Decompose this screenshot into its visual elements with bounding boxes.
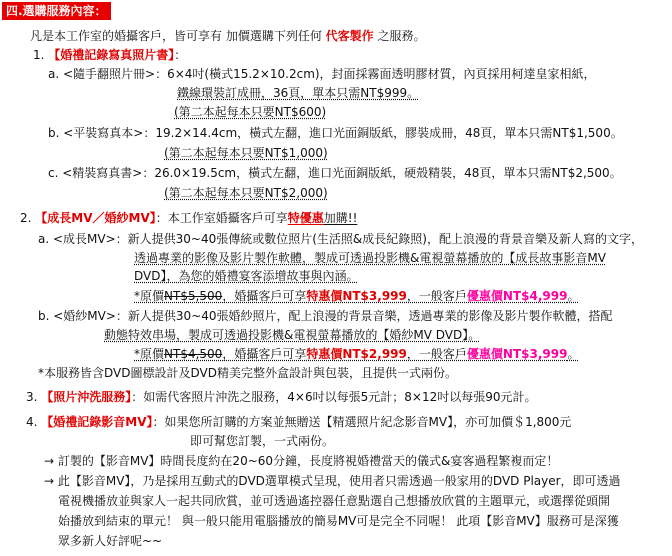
section-4-number: 4.	[26, 415, 38, 429]
s2-a-price	[134, 288, 579, 304]
section-1-title: 【婚禮記錄寫真照片書】	[48, 48, 175, 62]
section-3-title: 【照片沖洗服務】	[41, 390, 132, 404]
section-header: 四.選購服務內容：	[2, 2, 111, 20]
s2-a-price-mid: ，婚攝客戶可享	[222, 289, 307, 303]
s2-a-price-preferred: 優惠價NT$4,999	[466, 289, 568, 303]
s2-b-price-special: 特惠價NT$2,999	[306, 347, 407, 361]
s2-b-price-old: NT$4,500	[164, 347, 223, 361]
section-1-heading	[33, 47, 186, 63]
section-2-end: 加購!!	[323, 211, 358, 225]
s2-b-price-preferred: 優惠價NT$3,999	[466, 347, 568, 361]
s2-b-price-general: ，一般客戶	[406, 347, 467, 361]
s1-a-line1: a. <隨手翻照片冊>：6×4吋(橫式15.2×10.2cm)，封面採霧面透明膠材質，內頁採用柯達皇家相紙，	[48, 67, 596, 81]
section-4-arrow2-line4: 眾多新人好評呢~~	[58, 534, 163, 548]
s1-b-line2: (第二本起每本只要NT$1,000)	[164, 146, 328, 160]
intro-line	[30, 28, 425, 44]
s2-a-line1: a. <成長MV>：新人提供30~40張傳統或數位照片(生活照&成長紀錄照)，配上浪漫的背景音樂及新人寫的文字，	[38, 232, 643, 246]
s2-b-price	[134, 346, 579, 362]
s2-b-price-mid: ，婚攝客戶可享	[222, 347, 307, 361]
section-4-arrow1: → 訂製的【影音MV】時間長度約在20~60分鐘，長度將視婚禮當天的儀式&宴客過程繁複而定！	[44, 454, 559, 468]
section-4-arrow2-line1: → 此【影音MV】，乃是採用互動式的DVD選單模式呈現，使用者只需透過一般家用的DVD Player，即可透過	[44, 474, 621, 488]
section-1-colon: ：	[174, 48, 187, 62]
intro-highlight: 代客製作	[325, 29, 374, 43]
s2-note: *本服務皆含DVD圖標設計及DVD精美完整外盒設計與包裝，且提供一式兩份。	[38, 366, 457, 380]
s2-a-line3: DVD】，為您的婚禮宴客添增故事與內涵。	[134, 269, 359, 283]
section-1-number: 1.	[33, 48, 45, 62]
s1-b-line1: b. <平裝寫真本>：19.2×14.4cm，橫式左翻，進口光面銅版紙，膠裝成冊，48頁，單本只需NT$1,500。	[48, 126, 623, 140]
section-2-title: 【成長MV／婚紗MV】	[35, 211, 156, 225]
s2-a-line2: 透過專業的影像及影片製作軟體，製成可透過投影機&電視螢幕播放的【成長故事影音MV	[134, 251, 606, 265]
section-3-number: 3.	[26, 390, 38, 404]
s1-c-line1: c. <精裝寫真書>：26.0×19.5cm，橫式左翻，進口光面銅版紙，硬殼精裝，48頁，單本只需NT$2,500。	[48, 166, 622, 180]
s2-a-price-end: 。	[567, 289, 580, 303]
s1-a-line2: 鐵線環裝訂成冊，36頁，單本只需NT$999。	[177, 86, 420, 100]
section-4-title: 【婚禮記錄影音MV】	[41, 415, 153, 429]
section-3-line	[26, 389, 537, 405]
s2-b-price-end: 。	[567, 347, 580, 361]
s2-a-price-special: 特惠價NT$3,999	[306, 289, 407, 303]
section-2-number: 2.	[20, 211, 32, 225]
section-2-after: ：本工作室婚攝客戶可享	[155, 211, 288, 225]
s2-a-price-general: ，一般客戶	[406, 289, 467, 303]
s2-b-price-pre: *原價	[134, 347, 165, 361]
intro-text: 凡是本工作室的婚攝客戶，皆可享有 加價選購下列任何	[30, 29, 326, 43]
section-2-highlight: 特優惠	[287, 211, 324, 225]
s2-b-line1: b. <婚紗MV>：新人提供30~40張婚紗照片，配上浪漫的背景音樂，透過專業的影像及影片製作軟體，搭配	[38, 309, 613, 323]
s1-c-line2: (第二本起每本只要NT$2,000)	[164, 186, 328, 200]
s1-a-line3: (第二本起每本只要NT$600)	[174, 105, 327, 119]
s2-a-price-pre: *原價	[134, 289, 165, 303]
intro-text-end: 之服務。	[373, 29, 426, 43]
section-4-line1	[26, 414, 571, 430]
s2-b-line2: 動態特效串場，製成可透過投影機&電視螢幕播放的【婚紗MV DVD】。	[104, 328, 481, 342]
section-4-arrow2-line3: 始播放到結束的單元！ 與一般只能用電腦播放的簡易MV可是完全不同喔！ 此項【影音MV】服務可是深獲	[58, 514, 619, 528]
section-4-line2: 即可幫您訂製，一式兩份。	[190, 434, 335, 448]
section-4-text: ：如果您所訂購的方案並無贈送【精選照片紀念影音MV】，亦可加價＄1,800元	[152, 415, 572, 429]
section-3-text: ：如需代客照片沖洗之服務，4×6吋以每張5元計；8×12吋以每張90元計。	[131, 390, 537, 404]
section-2-heading	[20, 210, 357, 226]
s2-a-price-old: NT$5,500	[164, 289, 223, 303]
section-4-arrow2-line2: 電視機播放並與家人一起共同欣賞，並可透過遙控器任意點選自己想播放欣賞的主題單元，或選擇從頭開	[58, 494, 611, 508]
